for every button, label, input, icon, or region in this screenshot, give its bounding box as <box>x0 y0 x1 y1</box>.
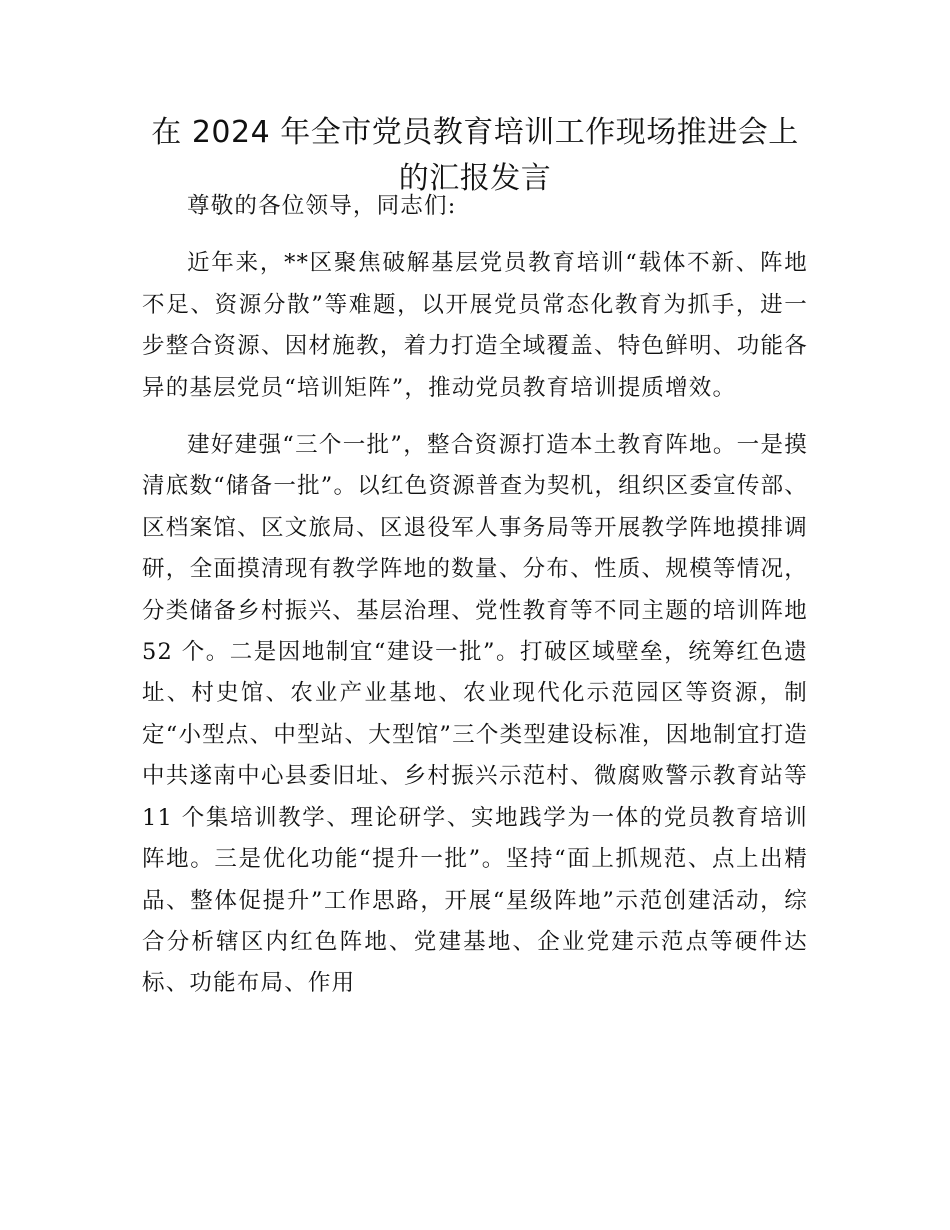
salutation: 尊敬的各位领导，同志们: <box>187 193 457 219</box>
title-line-2: 的汇报发言 <box>398 161 552 196</box>
title-line-1: 在 2024 年全市党员教育培训工作现场推进会上 <box>151 115 799 150</box>
document-body <box>142 186 808 1005</box>
paragraph-section-1: 建好建强“三个一批”，整合资源打造本土教育阵地。一是摸清底数“储备一批”。以红色资源普查为契机，组织区委宣传部、区档案馆、区文旅局、区退役军人事务局等开展教学阵地摸排调研，全面摸清现有教学阵地的数量、分布、性质、规模等情况，分类储备乡村振兴、基层治理、党性教育等不同主题的培训阵地 52 个。二是因地制宜“建设一批”。打破区域壁垒，统筹红色遗址、村史馆、农业产业基地、农业现代化示范园区等资源，制定“小型点、中型站、大型馆”三个类型建设标准，因地制宜打造中共遂南中心县委旧址、乡村振兴示范村、微腐败警示教育站等 11 个集培训教学、理论研学、实地践学为一体的党员教育培训阵地。三是优化功能“提升一批”。坚持“面上抓规范、点上出精品、整体促提升”工作思路，开展“星级阵地”示范创建活动，综合分析辖区内红色阵地、党建基地、企业党建示范点等硬件达标、功能布局、作用 <box>142 432 808 997</box>
paragraph-intro: 近年来，**区聚焦破解基层党员教育培训“载体不新、阵地不足、资源分散”等难题，以开展党员常态化教育为抓手，进一步整合资源、因材施教，着力打造全域覆盖、特色鲜明、功能各异的基层党员“培训矩阵”，推动党员教育培训提质增效。 <box>142 250 808 401</box>
